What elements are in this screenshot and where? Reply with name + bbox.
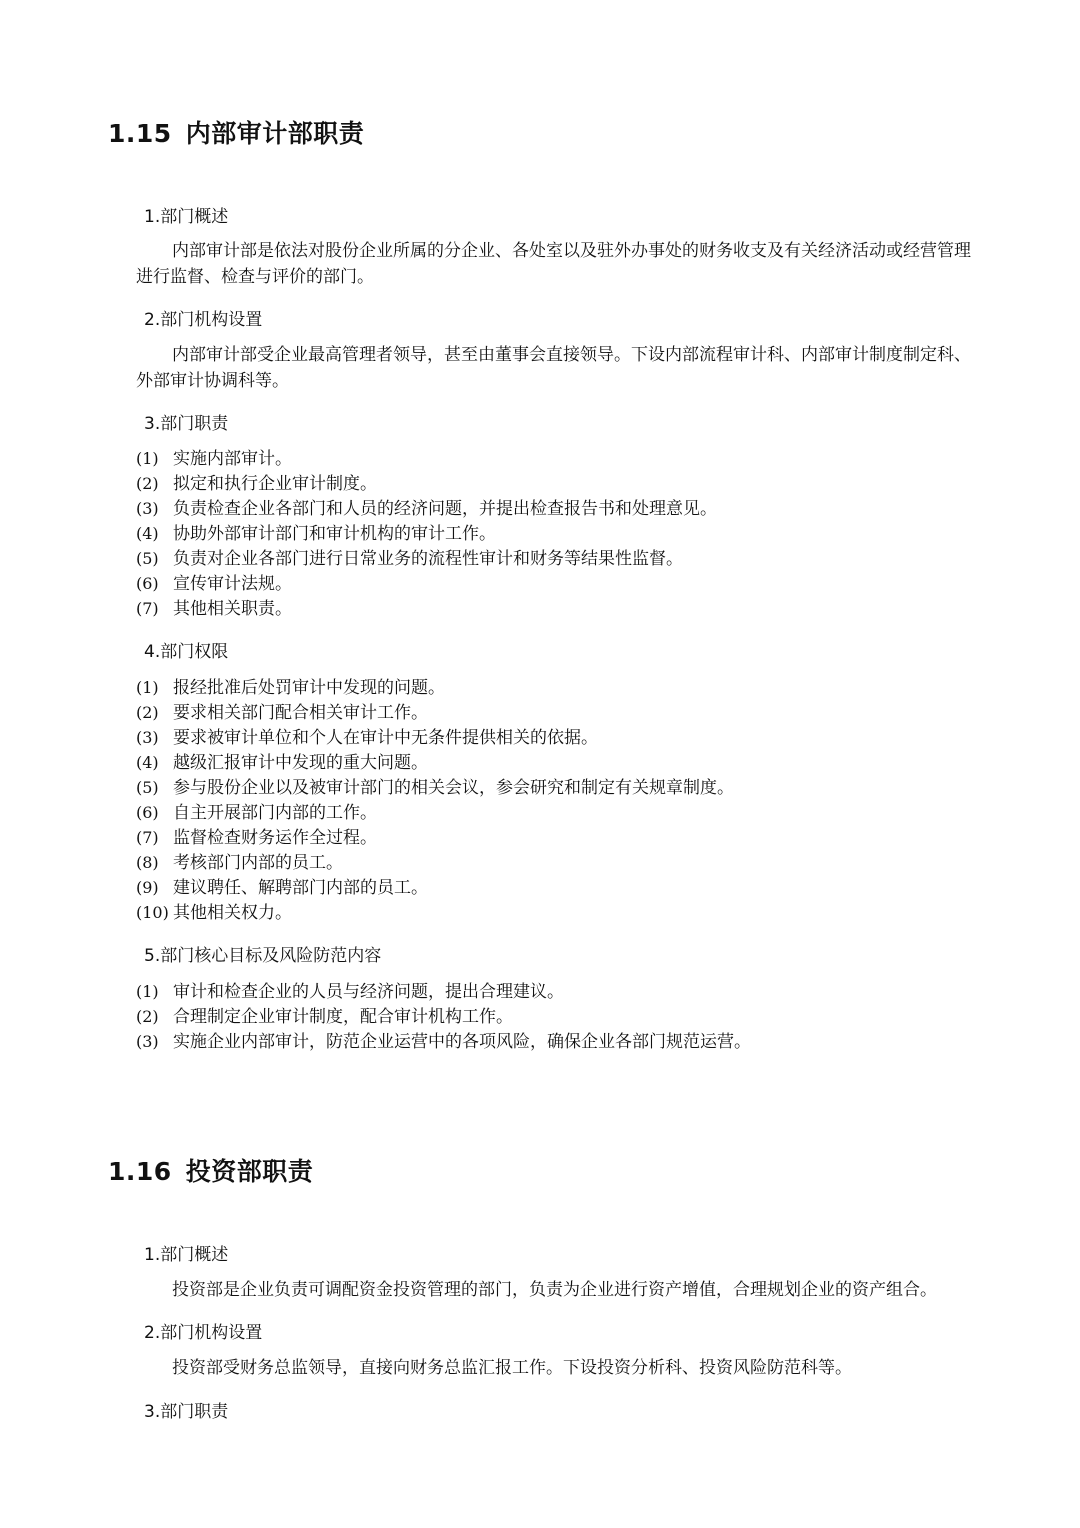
section-title-text: 内部审计部职责	[185, 119, 365, 148]
list-marker: (1)	[136, 982, 159, 1001]
structure-heading: 2.部门机构设置	[144, 1323, 263, 1343]
list-item	[136, 700, 978, 725]
list-marker: (6)	[136, 803, 159, 822]
list-item	[136, 1004, 978, 1029]
list-item-text: 考核部门内部的员工。	[173, 853, 343, 873]
overview-paragraph: 投资部是企业负责可调配资金投资管理的部门，负责为企业进行资产增值，合理规划企业的资产组合。	[172, 1280, 937, 1300]
list-marker: (4)	[136, 524, 159, 543]
list-item	[136, 446, 978, 471]
list-marker: (5)	[136, 549, 159, 568]
authority-heading: 4.部门权限	[144, 642, 229, 662]
list-item-text: 负责对企业各部门进行日常业务的流程性审计和财务等结果性监督。	[173, 549, 683, 569]
duties-heading: 3.部门职责	[144, 1402, 229, 1422]
list-item-text: 合理制定企业审计制度，配合审计机构工作。	[173, 1007, 513, 1027]
structure-heading: 2.部门机构设置	[144, 310, 263, 330]
structure-paragraph: 投资部受财务总监领导，直接向财务总监汇报工作。下设投资分析科、投资风险防范科等。	[172, 1358, 852, 1378]
list-item-text: 参与股份企业以及被审计部门的相关会议，参会研究和制定有关规章制度。	[173, 778, 734, 798]
list-marker: (9)	[136, 878, 159, 897]
goals-list	[136, 979, 978, 1054]
list-marker: (7)	[136, 828, 159, 847]
list-item-text: 报经批准后处罚审计中发现的问题。	[173, 678, 445, 698]
list-item-text: 负责检查企业各部门和人员的经济问题，并提出检查报告书和处理意见。	[173, 499, 717, 519]
list-item-text: 其他相关职责。	[173, 599, 292, 619]
section-title-1-16	[108, 1152, 313, 1188]
section-title-1-15	[108, 114, 364, 150]
list-item	[136, 675, 978, 700]
list-item	[136, 1029, 978, 1054]
goals-heading: 5.部门核心目标及风险防范内容	[144, 946, 382, 966]
overview-heading: 1.部门概述	[144, 207, 229, 227]
list-marker: (3)	[136, 728, 159, 747]
list-marker: (2)	[136, 1007, 159, 1026]
list-marker: (7)	[136, 599, 159, 618]
list-item-text: 审计和检查企业的人员与经济问题，提出合理建议。	[173, 982, 564, 1002]
section-number: 1.15	[108, 119, 172, 148]
list-item	[136, 979, 978, 1004]
list-item	[136, 900, 978, 925]
list-item	[136, 750, 978, 775]
structure-paragraph: 内部审计部受企业最高管理者领导，甚至由董事会直接领导。下设内部流程审计科、内部审计制度制定科、外部审计协调科等。	[136, 345, 971, 391]
list-marker: (1)	[136, 449, 159, 468]
section-title-text: 投资部职责	[185, 1157, 314, 1186]
list-item	[136, 521, 978, 546]
duties-heading: 3.部门职责	[144, 414, 229, 434]
list-item-text: 自主开展部门内部的工作。	[173, 803, 377, 823]
list-item	[136, 471, 978, 496]
list-item	[136, 825, 978, 850]
list-item-text: 实施企业内部审计，防范企业运营中的各项风险，确保企业各部门规范运营。	[173, 1032, 751, 1052]
list-marker: (10)	[136, 903, 169, 922]
list-item-text: 建议聘任、解聘部门内部的员工。	[173, 878, 428, 898]
list-item	[136, 596, 978, 621]
list-item	[136, 850, 978, 875]
list-marker: (2)	[136, 703, 159, 722]
duties-list	[136, 446, 978, 621]
list-marker: (5)	[136, 778, 159, 797]
section-number: 1.16	[108, 1157, 172, 1186]
list-marker: (2)	[136, 474, 159, 493]
authority-list	[136, 675, 978, 925]
list-item-text: 要求被审计单位和个人在审计中无条件提供相关的依据。	[173, 728, 598, 748]
list-item	[136, 775, 978, 800]
list-marker: (3)	[136, 1032, 159, 1051]
list-item-text: 协助外部审计部门和审计机构的审计工作。	[173, 524, 496, 544]
list-item-text: 监督检查财务运作全过程。	[173, 828, 377, 848]
list-item	[136, 496, 978, 521]
list-marker: (3)	[136, 499, 159, 518]
list-item-text: 越级汇报审计中发现的重大问题。	[173, 753, 428, 773]
list-item-text: 拟定和执行企业审计制度。	[173, 474, 377, 494]
list-item-text: 实施内部审计。	[173, 449, 292, 469]
list-item	[136, 546, 978, 571]
list-item-text: 要求相关部门配合相关审计工作。	[173, 703, 428, 723]
list-marker: (6)	[136, 574, 159, 593]
list-marker: (4)	[136, 753, 159, 772]
list-item-text: 宣传审计法规。	[173, 574, 292, 594]
list-item	[136, 571, 978, 596]
overview-heading: 1.部门概述	[144, 1245, 229, 1265]
list-item-text: 其他相关权力。	[173, 903, 292, 923]
list-item	[136, 725, 978, 750]
list-item	[136, 800, 978, 825]
list-item	[136, 875, 978, 900]
list-marker: (8)	[136, 853, 159, 872]
overview-paragraph: 内部审计部是依法对股份企业所属的分企业、各处室以及驻外办事处的财务收支及有关经济活动或经营管理进行监督、检查与评价的部门。	[136, 241, 971, 287]
list-marker: (1)	[136, 678, 159, 697]
